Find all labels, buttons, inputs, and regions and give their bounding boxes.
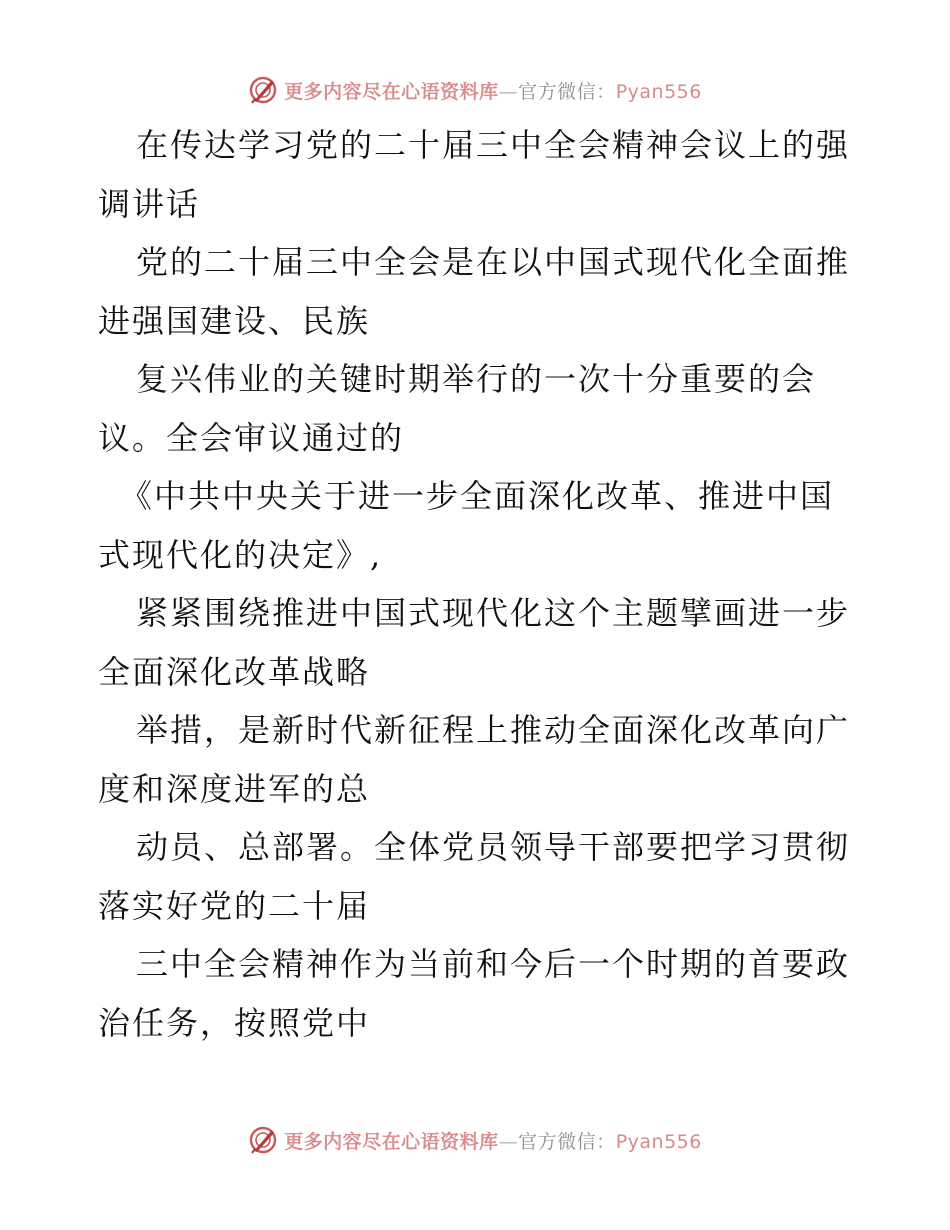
text-line: 《中共中央关于进一步全面深化改革、推进中国 (120, 477, 835, 515)
watermark-main-text: 更多内容尽在心语资料库 (284, 1130, 499, 1153)
document-body (98, 116, 858, 1052)
watermark-dash: — (498, 1130, 519, 1153)
text-line: 三中全会精神作为当前和今后一个时期的首要政 (136, 945, 851, 983)
text-line: 全面深化改革战略 (98, 652, 371, 691)
text-line: 党的二十届三中全会是在以中国式现代化全面推 (136, 243, 851, 281)
text-line: 治任务，按照党中 (98, 1003, 371, 1042)
quill-logo-icon (248, 75, 278, 105)
watermark-dash: — (498, 80, 519, 103)
watermark-wechat-id: Pyan556 (615, 80, 702, 103)
text-line: 举措，是新时代新征程上推动全面深化改革向广 (136, 711, 851, 749)
text-line: 落实好党的二十届 (98, 886, 371, 925)
footer-watermark (0, 1120, 950, 1160)
text-line: 议。全会审议通过的 (98, 418, 405, 457)
quill-logo-icon (248, 1125, 278, 1155)
text-line: 调讲话 (98, 184, 201, 223)
text-line: 复兴伟业的关键时期举行的一次十分重要的会 (136, 360, 817, 398)
text-line: 度和深度进军的总 (98, 769, 371, 808)
watermark-label: 官方微信： (518, 1130, 616, 1153)
text-line: 进强国建设、民族 (98, 301, 371, 340)
text-line: 动员、总部署。全体党员领导干部要把学习贯彻 (136, 828, 851, 866)
watermark-main-text: 更多内容尽在心语资料库 (284, 80, 499, 103)
text-line: 紧紧围绕推进中国式现代化这个主题擘画进一步 (136, 594, 851, 632)
watermark-label: 官方微信： (518, 80, 616, 103)
text-line: 式现代化的决定》, (98, 535, 383, 574)
watermark-wechat-id: Pyan556 (615, 1130, 702, 1153)
header-watermark (0, 70, 950, 110)
text-line: 在传达学习党的二十届三中全会精神会议上的强 (136, 126, 851, 164)
